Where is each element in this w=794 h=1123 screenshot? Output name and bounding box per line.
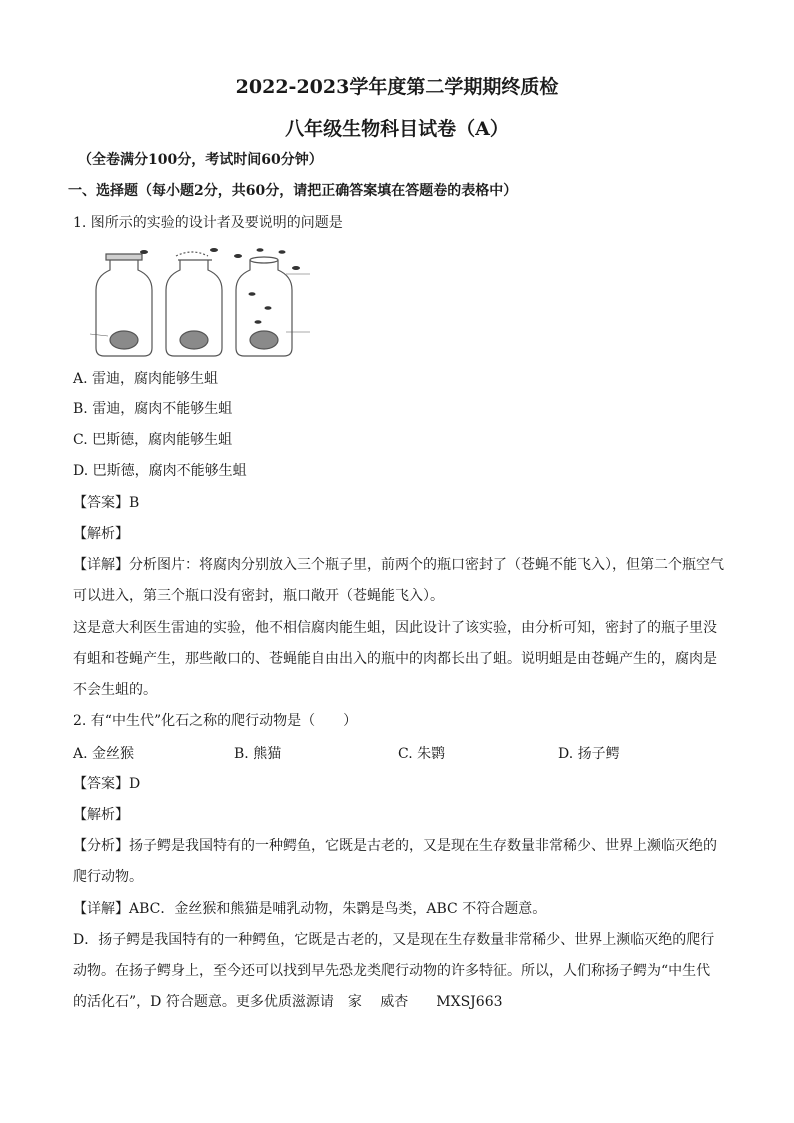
q1-detail-line-5: 不会生蛆的。 (73, 682, 157, 698)
q1-stem: 1. 图所示的实验的设计者及要说明的问题是 (73, 215, 343, 231)
jar-experiment-figure (88, 244, 328, 362)
q2-option-a: A. 金丝猴 (73, 746, 135, 762)
score-time-note: （全卷满分100分，考试时间60分钟） (78, 152, 323, 168)
q2-detail-line-3: 动物。在扬子鳄身上，至今还可以找到早先恐龙类爬行动物的许多特征。所以，人们称扬子鳄为“中生代 (73, 963, 711, 979)
q2-answer-value: D (129, 776, 141, 792)
q2-fenxi-tag: 【分析】 (73, 838, 129, 854)
q1-answer-value: B (129, 495, 140, 511)
q2-option-c: C. 朱鹮 (398, 746, 446, 762)
q2-detail-tag: 【详解】 (73, 901, 129, 917)
q1-option-d: D. 巴斯德，腐肉不能够生蛆 (73, 463, 247, 479)
q2-option-b: B. 熊猫 (234, 746, 282, 762)
q1-answer (73, 493, 723, 513)
q1-option-b: B. 雷迪，腐肉不能够生蛆 (73, 401, 233, 417)
jar-sealed-icon (90, 254, 152, 356)
q2-fenxi-line-1: 【分析】扬子鳄是我国特有的一种鳄鱼，它既是古老的，又是现在生存数量非常稀少、世界上濒临灭绝的 (73, 838, 717, 854)
q2-detail-line-1: 【详解】ABC．金丝猴和熊猫是哺乳动物，朱鹮是鸟类，ABC 不符合题意。 (73, 901, 547, 917)
q1-analysis-tag: 【解析】 (73, 526, 129, 542)
q1-answer-tag: 【答案】 (73, 495, 129, 511)
exam-title: 2022-2023学年度第二学期期终质检 (235, 76, 559, 98)
q2-answer (73, 774, 723, 794)
q2-answer-tag: 【答案】 (73, 776, 129, 792)
q1-detail-line-1: 【详解】分析图片：将腐肉分别放入三个瓶子里，前两个的瓶口密封了（苍蝇不能飞入），但第二个瓶空气 (73, 557, 724, 573)
q2-fenxi-line-2: 爬行动物。 (73, 869, 143, 885)
jar-open-icon (236, 257, 310, 356)
q2-analysis-tag: 【解析】 (73, 807, 129, 823)
q1-detail-tag: 【详解】 (73, 557, 129, 573)
q1-option-a: A. 雷迪，腐肉能够生蛆 (73, 371, 219, 387)
section-heading: 一、选择题（每小题2分，共60分，请把正确答案填在答题卷的表格中） (68, 183, 518, 199)
q2-detail-line-4: 的活化石”，D 符合题意。更多优质滋源请 家 威杏 MXSJ663 (73, 994, 503, 1010)
exam-subtitle: 八年级生物科目试卷（A） (285, 118, 509, 140)
fly-icons (140, 248, 300, 324)
q1-detail-line-4: 有蛆和苍蝇产生，那些敞口的、苍蝇能自由出入的瓶中的肉都长出了蛆。说明蛆是由苍蝇产生的，腐肉是 (73, 651, 717, 667)
q2-stem: 2. 有“中生代”化石之称的爬行动物是（ ） (73, 713, 358, 729)
q1-detail-line-3: 这是意大利医生雷迪的实验，他不相信腐肉能生蛆，因此设计了该实验，由分析可知，密封了的瓶子里没 (73, 620, 717, 636)
jar-gauze-icon (166, 252, 222, 356)
q2-detail-line-2: D．扬子鳄是我国特有的一种鳄鱼，它既是古老的，又是现在生存数量非常稀少、世界上濒临灭绝的爬行 (73, 932, 715, 948)
q1-detail-line-2: 可以进入，第三个瓶口没有密封，瓶口敞开（苍蝇能飞入）。 (73, 588, 444, 604)
q1-option-c: C. 巴斯德，腐肉能够生蛆 (73, 432, 233, 448)
q2-option-d: D. 扬子鳄 (558, 746, 620, 762)
